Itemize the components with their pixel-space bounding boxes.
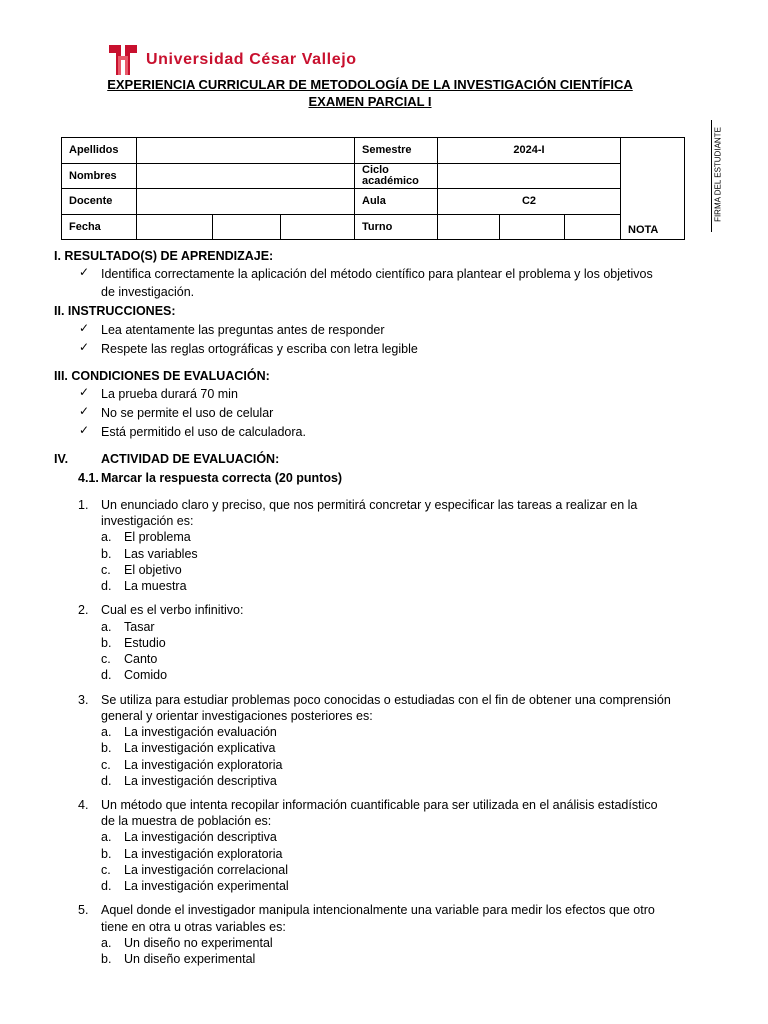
question-number: 2.	[78, 603, 89, 617]
option-text[interactable]: La investigación explicativa	[124, 741, 276, 755]
nombres-label: Nombres	[62, 163, 137, 189]
aula-value: C2	[438, 189, 621, 215]
firma-label: FIRMA DEL ESTUDIANTE	[713, 127, 723, 222]
option-letter: b.	[101, 547, 112, 561]
option-letter: b.	[101, 952, 112, 966]
section-4-1-title: Marcar la respuesta correcta (20 puntos)	[101, 471, 343, 485]
ciclo-field[interactable]	[438, 163, 621, 189]
option-text[interactable]: Estudio	[124, 636, 166, 650]
question-number: 1.	[78, 498, 89, 512]
s2-item: Respete las reglas ortográficas y escriba con letra legible	[101, 342, 418, 356]
option-letter: b.	[101, 636, 112, 650]
ciclo-label-line2: académico	[362, 174, 419, 187]
option-letter: c.	[101, 563, 111, 577]
s1-item-line1: Identifica correctamente la aplicación del método científico para plantear el problema y los objetivos	[101, 267, 653, 281]
s1-item-line2: de investigación.	[101, 285, 195, 299]
apellidos-field[interactable]	[137, 138, 355, 164]
option-text[interactable]: La muestra	[124, 579, 187, 593]
exam-course-title: EXPERIENCIA CURRICULAR DE METODOLOGÍA DE LA INVESTIGACIÓN CIENTÍFICA	[107, 77, 633, 92]
s3-item: Está permitido el uso de calculadora.	[101, 425, 306, 439]
turno-field-1[interactable]	[438, 214, 500, 240]
check-icon: ✓	[79, 340, 90, 354]
option-letter: d.	[101, 579, 112, 593]
question-number: 4.	[78, 798, 89, 812]
docente-label: Docente	[62, 189, 137, 215]
option-text[interactable]: La investigación exploratoria	[124, 758, 283, 772]
ciclo-label	[355, 163, 438, 189]
turno-label: Turno	[355, 214, 438, 240]
s2-item: Lea atentamente las preguntas antes de responder	[101, 323, 385, 337]
option-text[interactable]: El problema	[124, 530, 191, 544]
option-text[interactable]: Un diseño no experimental	[124, 936, 273, 950]
semestre-label: Semestre	[355, 138, 438, 164]
question-text-line1: Un enunciado claro y preciso, que nos permitirá concretar y especificar las tareas a realizar en la	[101, 498, 638, 512]
option-letter: a.	[101, 620, 112, 634]
university-logo	[108, 44, 357, 76]
section-1-title: I. RESULTADO(S) DE APRENDIZAJE:	[54, 249, 274, 263]
s3-item: La prueba durará 70 min	[101, 387, 238, 401]
question-text-line2: tiene en otra u otras variables es:	[101, 920, 286, 934]
question-text-line2: de la muestra de población es:	[101, 814, 272, 828]
fecha-month-field[interactable]	[213, 214, 281, 240]
check-icon: ✓	[79, 265, 90, 279]
section-4-title: ACTIVIDAD DE EVALUACIÓN:	[101, 452, 280, 466]
option-text[interactable]: Un diseño experimental	[124, 952, 256, 966]
fecha-label: Fecha	[62, 214, 137, 240]
option-text[interactable]: Tasar	[124, 620, 155, 634]
option-letter: d.	[101, 879, 112, 893]
option-letter: c.	[101, 652, 111, 666]
question-number: 5.	[78, 903, 89, 917]
s3-item: No se permite el uso de celular	[101, 406, 274, 420]
option-letter: c.	[101, 863, 111, 877]
question-text-line1: Un método que intenta recopilar información cuantificable para ser utilizada en el análisis estadístico	[101, 798, 658, 812]
option-letter: a.	[101, 936, 112, 950]
section-3-title: III. CONDICIONES DE EVALUACIÓN:	[54, 369, 270, 383]
option-letter: a.	[101, 725, 112, 739]
option-text[interactable]: La investigación evaluación	[124, 725, 277, 739]
question-text-line2: general y orientar investigaciones posteriores es:	[101, 709, 373, 723]
fecha-year-field[interactable]	[281, 214, 355, 240]
option-letter: d.	[101, 774, 112, 788]
question-text-line1: Cual es el verbo infinitivo:	[101, 603, 244, 617]
option-text[interactable]: Las variables	[124, 547, 198, 561]
option-text[interactable]: La investigación experimental	[124, 879, 289, 893]
signature-line	[711, 120, 712, 232]
option-text[interactable]: La investigación descriptiva	[124, 774, 277, 788]
option-text[interactable]: Canto	[124, 652, 158, 666]
ucv-emblem-icon	[108, 44, 138, 76]
option-text[interactable]: Comido	[124, 668, 168, 682]
docente-field[interactable]	[137, 189, 355, 215]
fecha-day-field[interactable]	[137, 214, 213, 240]
question-text-line1: Aquel donde el investigador manipula intencionalmente una variable para medir los efectos que otro	[101, 903, 655, 917]
nota-box[interactable]: NOTA	[621, 138, 685, 240]
section-4-number: IV.	[54, 452, 69, 466]
nombres-field[interactable]	[137, 163, 355, 189]
semestre-value: 2024-I	[438, 138, 621, 164]
option-text[interactable]: La investigación correlacional	[124, 863, 288, 877]
section-2-title: II. INSTRUCCIONES:	[54, 304, 176, 318]
option-letter: a.	[101, 830, 112, 844]
aula-label: Aula	[355, 189, 438, 215]
turno-field-3[interactable]	[565, 214, 621, 240]
option-text[interactable]: La investigación exploratoria	[124, 847, 283, 861]
question-text-line2: investigación es:	[101, 514, 194, 528]
question-number: 3.	[78, 693, 89, 707]
student-info-table	[61, 137, 685, 240]
option-letter: b.	[101, 741, 112, 755]
option-letter: c.	[101, 758, 111, 772]
option-text[interactable]: La investigación descriptiva	[124, 830, 277, 844]
option-letter: a.	[101, 530, 112, 544]
question-text-line1: Se utiliza para estudiar problemas poco conocidas o estudiadas con el fin de obtener una comprensión	[101, 693, 671, 707]
option-letter: b.	[101, 847, 112, 861]
option-text[interactable]: El objetivo	[124, 563, 182, 577]
logo-text: Universidad César Vallejo	[146, 51, 357, 68]
option-letter: d.	[101, 668, 112, 682]
check-icon: ✓	[79, 385, 90, 399]
exam-title: EXAMEN PARCIAL I	[308, 94, 432, 109]
apellidos-label: Apellidos	[62, 138, 137, 164]
check-icon: ✓	[79, 321, 90, 335]
check-icon: ✓	[79, 423, 90, 437]
check-icon: ✓	[79, 404, 90, 418]
section-4-1-number: 4.1.	[78, 471, 99, 485]
ciclo-label-line1: Ciclo	[362, 163, 389, 176]
turno-field-2[interactable]	[500, 214, 565, 240]
